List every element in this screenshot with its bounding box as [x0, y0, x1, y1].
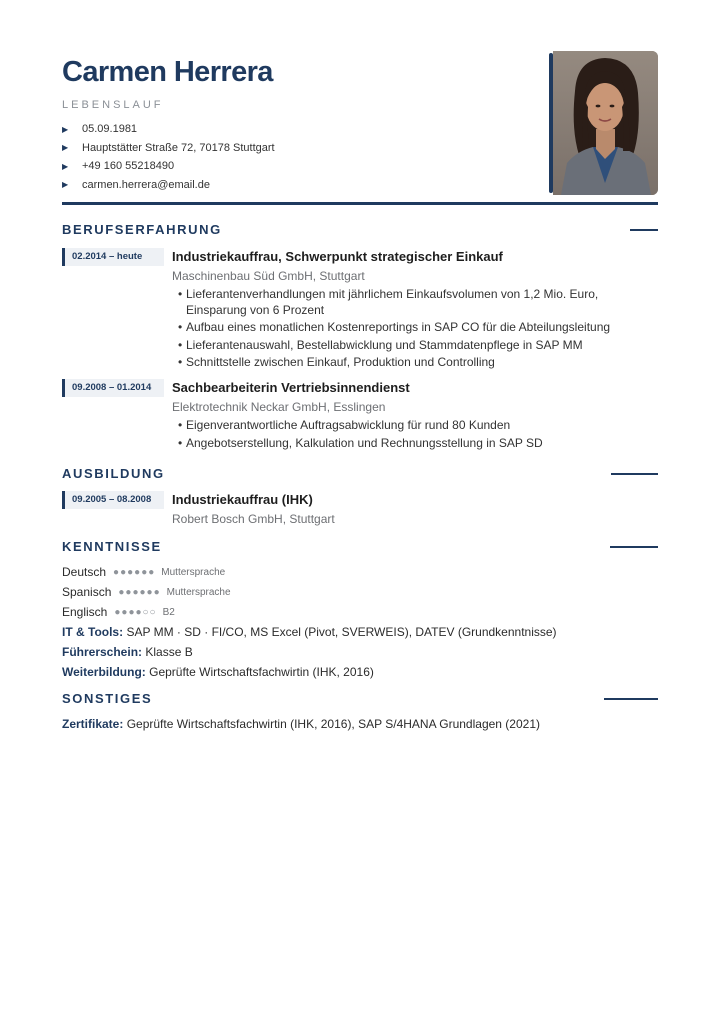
list-item: • Eigenverantwortliche Auftragsabwicklung für rund 80 Kunden	[178, 418, 648, 434]
skill-value: Geprüfte Wirtschaftsfachwirtin (IHK, 2016)	[145, 665, 374, 679]
language-level: Muttersprache	[166, 586, 231, 598]
section-rule	[630, 229, 658, 231]
education-entry	[62, 491, 658, 531]
section-skills	[62, 539, 658, 555]
list-item: • Schnittstelle zwischen Einkauf, Produktion und Controlling	[178, 355, 648, 371]
employer: Elektrotechnik Neckar GmbH, Esslingen	[172, 400, 386, 414]
date-badge: 09.2005 – 08.2008	[62, 491, 164, 509]
section-title: AUSBILDUNG	[62, 466, 165, 481]
contact-email	[62, 176, 275, 195]
section-experience	[62, 222, 658, 238]
language-name: Deutsch	[62, 565, 107, 579]
skill-training	[62, 664, 374, 680]
section-rule	[611, 473, 658, 475]
list-item: • Angebotserstellung, Kalkulation und Rechnungsstellung in SAP SD	[178, 436, 648, 452]
rating-dots-icon: ●●●●●●	[118, 586, 161, 598]
language-row	[62, 604, 175, 620]
skill-label: Führerschein:	[62, 645, 143, 659]
language-row	[62, 564, 225, 580]
candidate-name: Carmen Herrera	[62, 56, 273, 88]
rating-dots-icon: ●●●●●●	[113, 566, 156, 578]
experience-entry	[62, 248, 658, 374]
section-title: SONSTIGES	[62, 691, 153, 706]
degree-title: Industriekauffrau (IHK)	[172, 492, 313, 507]
contact-phone	[62, 157, 275, 176]
section-rule	[604, 698, 658, 700]
section-rule	[610, 546, 658, 548]
section-education	[62, 466, 658, 482]
language-row	[62, 584, 231, 600]
language-level: Muttersprache	[161, 566, 226, 578]
triangle-bullet-icon: ▶	[62, 124, 69, 134]
contact-address	[62, 139, 275, 158]
section-title: BERUFSERFAHRUNG	[62, 222, 222, 237]
institution: Robert Bosch GmbH, Stuttgart	[172, 512, 335, 526]
contact-text: Hauptstätter Straße 72, 70178 Stuttgart	[82, 141, 275, 154]
contact-text: +49 160 55218490	[82, 160, 175, 173]
profile-photo	[553, 51, 658, 195]
language-name: Spanisch	[62, 585, 112, 599]
skill-label: IT & Tools:	[62, 625, 124, 639]
contact-list	[62, 120, 275, 194]
skill-value: SAP MM · SD · FI/CO, MS Excel (Pivot, SVERWEIS), DATEV (Grundkenntnisse)	[123, 625, 557, 639]
other-label: Zertifikate:	[62, 717, 124, 731]
skill-value: Klasse B	[142, 645, 193, 659]
other-certificates	[62, 716, 540, 732]
section-other	[62, 691, 658, 707]
responsibility-list	[178, 418, 648, 453]
other-value: Geprüfte Wirtschaftsfachwirtin (IHK, 2016), SAP S/4HANA Grundlagen (2021)	[123, 717, 540, 731]
list-item: • Lieferantenverhandlungen mit jährlichem Einkaufsvolumen von 1,2 Mio. Euro, Einsparung von 6 Prozent	[178, 287, 648, 318]
contact-birthdate	[62, 120, 275, 139]
job-title: Sachbearbeiterin Vertriebsinnendienst	[172, 380, 410, 395]
portrait-illustration	[553, 51, 658, 195]
triangle-bullet-icon: ▶	[62, 143, 69, 153]
document-subtitle: LEBENSLAUF	[62, 99, 164, 111]
date-badge: 02.2014 – heute	[62, 248, 164, 266]
contact-text: carmen.herrera@email.de	[82, 178, 210, 191]
date-badge: 09.2008 – 01.2014	[62, 379, 164, 397]
list-item: • Lieferantenauswahl, Bestellabwicklung und Stammdatenpflege in SAP MM	[178, 338, 648, 354]
rating-dots-icon: ●●●●○○	[114, 606, 157, 618]
triangle-bullet-icon: ▶	[62, 180, 69, 190]
section-title: KENNTNISSE	[62, 539, 162, 554]
list-item: • Aufbau eines monatlichen Kostenreportings in SAP CO für die Abteilungsleitung	[178, 320, 648, 336]
triangle-bullet-icon: ▶	[62, 161, 69, 171]
skill-it-tools	[62, 624, 557, 640]
responsibility-list	[178, 287, 648, 373]
experience-entry	[62, 379, 658, 457]
language-level: B2	[162, 606, 175, 618]
header-divider	[62, 202, 658, 205]
skill-license	[62, 644, 193, 660]
job-title: Industriekauffrau, Schwerpunkt strategischer Einkauf	[172, 249, 503, 264]
language-name: Englisch	[62, 605, 108, 619]
contact-text: 05.09.1981	[82, 123, 138, 136]
skill-label: Weiterbildung:	[62, 665, 146, 679]
employer: Maschinenbau Süd GmbH, Stuttgart	[172, 269, 365, 283]
